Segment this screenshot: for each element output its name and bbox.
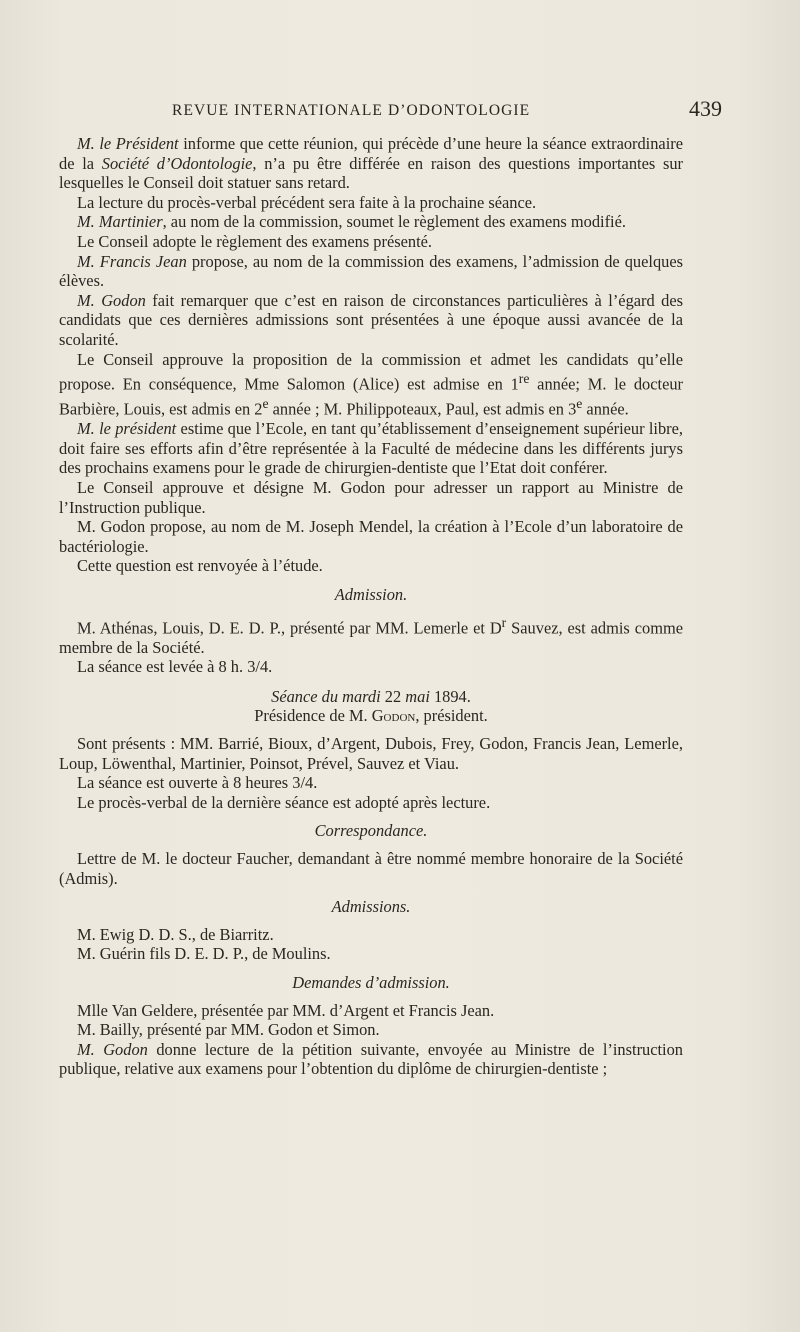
paragraph: M. Godon propose, au nom de M. Joseph Mendel, la création à l’Ecole d’un laboratoire de bactériologie. [59, 517, 683, 556]
page-number: 439 [689, 96, 722, 121]
superscript: r [501, 614, 507, 630]
superscript: re [518, 371, 530, 387]
speaker: M. Martinier [77, 212, 163, 232]
presidency-text: Présidence de M. [254, 706, 372, 726]
speaker: M. Godon [77, 1039, 148, 1059]
paragraph: M. Guérin fils D. E. D. P., de Moulins. [77, 944, 331, 964]
superscript: e [576, 396, 583, 412]
paragraph-text: Le Conseil approuve la proposition de la commission et admet les candidats qu’elle propose. En conséquence, Mme Salomon (Alice) est admise en 1 [59, 349, 683, 394]
paragraph-text: estime que l’Ecole, en tant qu’établissement d’enseignement supérieur libre, doit faire ses efforts afin d’être représentée à la Faculté de médecine dans les différents jurys des prochains examens pour le grade de chirurgien-dentiste que l’Etat doit conférer. [59, 419, 684, 478]
paragraph [59, 252, 683, 291]
paragraph-text: année. [582, 399, 629, 419]
section-heading-admission: Admission. [334, 585, 408, 604]
paragraph: La lecture du procès-verbal précédent sera faite à la prochaine séance. [77, 192, 537, 212]
paragraph: Mlle Van Geldere, présentée par MM. d’Argent et Francis Jean. [77, 1000, 495, 1020]
paragraph-text: , au nom de la commission, soumet le règlement des examens modifié. [162, 212, 626, 232]
paragraph-text: année ; M. Philippoteaux, Paul, est admis en 3 [268, 399, 577, 419]
paragraph-text: , n’a pu être différée en raison des questions importantes sur lesquelles le Conseil doit statuer sans retard. [59, 153, 683, 193]
paragraph-text: donne lecture de la pétition suivante, envoyée au Ministre de l’instruction publique, relative aux examens pour l’obtention du diplôme de chirurgien-dentiste ; [59, 1039, 683, 1079]
running-title: REVUE INTERNATIONALE D’ODONTOLOGIE [172, 102, 531, 119]
meeting-year: 1894. [429, 686, 471, 706]
presidency-text: , président. [415, 706, 488, 726]
president-name: Godon [371, 706, 416, 726]
paragraph [59, 613, 683, 658]
speaker: M. Francis Jean [77, 251, 187, 271]
paragraph [59, 212, 683, 232]
paragraph: Le Conseil adopte le règlement des examens présenté. [77, 231, 432, 251]
paragraph [59, 1040, 683, 1079]
meeting-day: 22 [380, 686, 406, 706]
page-header [60, 96, 722, 126]
paragraph-text: fait remarquer que c’est en raison de circonstances particulières à l’égard des candidats que ces dernières admissions sont présentées à une époque aussi avancée de la scolarité. [59, 290, 684, 349]
speaker: M. le président [77, 419, 177, 439]
society-name: Société d’Odontologie [101, 153, 253, 173]
paragraph: La séance est levée à 8 h. 3/4. [77, 657, 273, 677]
paragraph: Le procès-verbal de la dernière séance est adopté après lecture. [77, 792, 491, 812]
paragraph: Lettre de M. le docteur Faucher, demandant à être nommé membre honoraire de la Société (Admis). [59, 849, 683, 888]
speaker: M. Godon [77, 290, 146, 310]
paragraph [59, 134, 683, 193]
speaker: M. le Président [77, 134, 179, 153]
section-heading-correspondance: Correspondance. [314, 821, 428, 841]
paragraph [59, 419, 683, 478]
paragraph-text: M. Athénas, Louis, D. E. D. P., présenté par MM. Lemerle et D [77, 618, 502, 638]
meeting-date-text: Séance du mardi [271, 686, 381, 706]
paragraph-text: informe que cette réunion, qui précède d’une heure la séance extraordinaire de la [59, 134, 683, 173]
paragraph [59, 291, 683, 350]
body-text [59, 134, 683, 1079]
paragraph-text: propose, au nom de la commission des examens, l’admission de quelques élèves. [59, 251, 683, 291]
paragraph: La séance est ouverte à 8 heures 3/4. [77, 773, 318, 793]
meeting-month: mai [405, 686, 430, 706]
paragraph: M. Bailly, présenté par MM. Godon et Simon. [77, 1020, 380, 1040]
meeting-date [59, 687, 683, 707]
paragraph-text: année; M. le docteur Barbière, Louis, est admis en 2 [59, 374, 683, 419]
section-heading-admissions: Admissions. [331, 897, 411, 917]
superscript: e [262, 396, 269, 412]
paragraph: Sont présents : MM. Barrié, Bioux, d’Argent, Dubois, Frey, Godon, Francis Jean, Lemerle, Loup, Löwenthal, Martinier, Poinsot, Prével, Sauvez et Viau. [59, 734, 683, 773]
paragraph-text: Sauvez, est admis comme membre de la Société. [59, 618, 683, 657]
paragraph: M. Ewig D. D. S., de Biarritz. [77, 924, 274, 944]
section-heading-demandes: Demandes d’admission. [292, 972, 450, 992]
paragraph: Cette question est renvoyée à l’étude. [77, 556, 323, 576]
presidency-line [59, 706, 683, 726]
paragraph: Le Conseil approuve et désigne M. Godon pour adresser un rapport au Ministre de l’Instruction publique. [59, 478, 683, 517]
paragraph [59, 350, 683, 420]
